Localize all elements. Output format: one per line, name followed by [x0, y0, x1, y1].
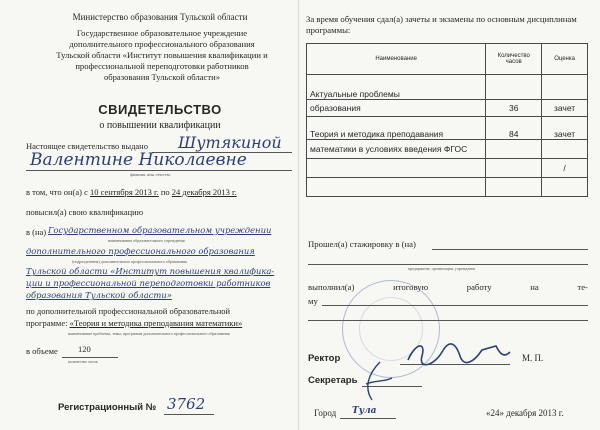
program-prefix: программе: — [26, 318, 68, 328]
cell-grade — [542, 75, 588, 100]
header-grade: Оценка — [542, 44, 588, 75]
cell-name — [307, 159, 486, 178]
completed-word: те- — [577, 282, 588, 292]
program-caption: наименование проблемы, темы, программы дополнительного профессионального образования — [68, 331, 230, 336]
cell-name: Теория и методика преподавания — [307, 117, 486, 140]
rector-label: Ректор — [308, 353, 341, 364]
cell-name: математики в условиях введения ФГОС — [307, 140, 486, 159]
study-period — [26, 187, 237, 197]
completed-work-line — [308, 282, 588, 292]
header-hours: Количество часов — [486, 44, 542, 75]
completed-cont: му — [308, 296, 318, 306]
volume-caption: количество часов — [68, 359, 98, 364]
internship-line-2 — [308, 264, 588, 265]
registration-line — [164, 414, 214, 415]
table-header-row — [307, 44, 588, 75]
program-name: «Теория и методика преподавания математики» — [69, 318, 243, 328]
cell-grade — [542, 140, 588, 159]
table-row — [307, 159, 588, 178]
cell-grade — [542, 178, 588, 197]
institution-caption-2: (подразделения) дополнительного профессионального образования — [72, 259, 187, 264]
document-title: СВИДЕТЕЛЬСТВО — [98, 102, 222, 117]
program-line-1: по дополнительной профессиональной образовательной — [26, 306, 231, 316]
city-value: Тула — [352, 406, 377, 416]
in-label: в (на) — [26, 227, 47, 237]
institution-caption-1: наименование образовательного учреждения — [108, 238, 185, 243]
table-row — [307, 117, 588, 140]
recipient-surname: Шутякиной — [178, 133, 282, 152]
registration-label: Регистрационный № — [58, 402, 157, 413]
completed-word: выполнил(а) — [308, 282, 355, 292]
cell-hours — [486, 178, 542, 197]
exams-intro: За время обучения сдал(а) зачеты и экзамены по основным дисциплинам программы: — [306, 14, 577, 35]
institution-handwritten-2: дополнительного профессионального образования — [26, 246, 255, 256]
rector-signature — [404, 338, 514, 368]
mp-label: М. П. — [522, 353, 544, 363]
cell-hours — [486, 75, 542, 100]
institution-name — [22, 28, 302, 83]
institution-line: дополнительного профессионального образования — [69, 39, 255, 49]
institution-line: образования Тульской области» — [103, 72, 221, 82]
institution-line: Тульской области «Институт повышения квалификации и — [56, 50, 268, 60]
period-middle: по — [160, 187, 170, 197]
grades-table — [306, 43, 588, 197]
internship-line-1 — [432, 249, 588, 250]
issue-date: «24» декабря 2013 г. — [486, 408, 564, 418]
document-subtitle: о повышении квалификации — [99, 120, 221, 131]
internship-label: Прошел(а) стажировку в (на) — [308, 239, 416, 249]
program-line-2 — [26, 318, 242, 328]
institution-handwritten-1: Государственном образовательном учреждении — [48, 225, 272, 235]
secretary-signature — [358, 360, 398, 404]
completed-word: работу — [466, 282, 492, 292]
name-caption: фамилия, имя, отчество — [130, 172, 171, 177]
institution-line: Государственное образовательное учреждение — [76, 28, 248, 38]
table-row — [307, 75, 588, 100]
cell-name: образования — [307, 100, 486, 117]
institution-handwritten-3: Тульской области «Институт повышения квалифика- — [26, 266, 275, 276]
institution-handwritten-4: ции и профессиональной переподготовки работников — [26, 278, 271, 288]
improved-statement: повысил(а) свою квалификацию — [26, 207, 144, 217]
recipient-name: Валентине Николаевне — [30, 150, 247, 170]
institution-line: профессиональной переподготовки работников — [75, 61, 249, 71]
table-row — [307, 100, 588, 117]
registration-number: 3762 — [167, 395, 206, 413]
institution-handwritten-5: образования Тульской области» — [26, 290, 172, 300]
issued-to-label: Настоящее свидетельство выдано — [26, 141, 148, 151]
table-row — [307, 178, 588, 197]
cell-grade: зачет — [542, 117, 588, 140]
volume-label: в объеме — [26, 346, 58, 356]
period-start: 10 сентября 2013 г. — [89, 187, 159, 197]
internship-caption: предприятие, организация, учреждение — [408, 266, 476, 271]
city-label: Город — [314, 408, 337, 418]
cell-hours — [486, 140, 542, 159]
cell-hours: 84 — [486, 117, 542, 140]
city-line — [340, 418, 396, 419]
period-prefix: в том, что он(а) с — [26, 187, 88, 197]
table-row — [307, 140, 588, 159]
cell-name — [307, 178, 486, 197]
cell-name: Актуальные проблемы — [307, 75, 486, 100]
volume-value: 120 — [78, 344, 91, 354]
completed-word: итоговую — [393, 282, 429, 292]
cell-hours: 36 — [486, 100, 542, 117]
header-name: Наименование — [307, 44, 486, 75]
period-end: 24 декабря 2013 г. — [171, 187, 237, 197]
cell-grade: зачет — [542, 100, 588, 117]
volume-line — [62, 357, 118, 358]
cell-hours — [486, 159, 542, 178]
ministry-name: Министерство образования Тульской области — [72, 12, 248, 22]
secretary-label: Секретарь — [308, 375, 358, 386]
cell-grade: / — [542, 159, 588, 178]
completed-word: на — [530, 282, 539, 292]
name-line — [26, 170, 292, 171]
